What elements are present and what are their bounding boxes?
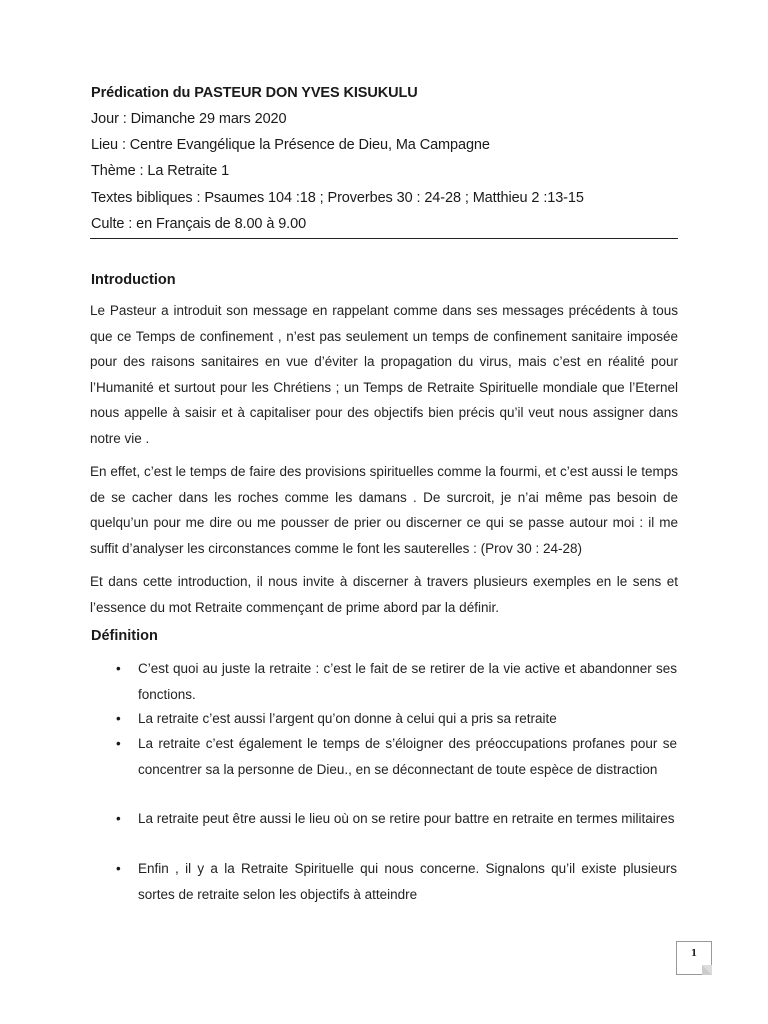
- bullet-icon: •: [116, 811, 121, 826]
- page-curl-icon: [702, 965, 712, 975]
- sermon-bible-texts: Textes bibliques : Psaumes 104 :18 ; Proverbes 30 : 24-28 ; Matthieu 2 :13-15: [91, 190, 584, 206]
- sermon-date: Jour : Dimanche 29 mars 2020: [91, 111, 287, 127]
- document-header: [90, 82, 678, 239]
- sermon-title: Prédication du PASTEUR DON YVES KISUKULU: [91, 85, 418, 101]
- introduction-paragraph-2: En effet, c’est le temps de faire des provisions spirituelles comme la fourmi, et c’est aussi le temps de se cacher dans les roches comme les damans . De surcroit, je n’ai même pas besoin de quelqu’un pour me dire ou me pousser de prier ou discerner ce qui se passe autour moi : il me suffit d’analyser les circonstances comme le font les sauterelles : (Prov 30 : 24-28): [90, 464, 678, 556]
- page-number-box: [676, 941, 712, 975]
- bullet-icon: •: [116, 861, 121, 876]
- introduction-paragraph-3: Et dans cette introduction, il nous invite à discerner à travers plusieurs exemples en le sens et l’essence du mot Retraite commençant de prime abord par la définir.: [90, 574, 678, 615]
- sermon-location: Lieu : Centre Evangélique la Présence de Dieu, Ma Campagne: [91, 137, 490, 153]
- bullet-icon: •: [116, 736, 121, 751]
- list-item-text: La retraite c’est également le temps de s’éloigner des préoccupations profanes pour se concentrer sa la personne de Dieu., en se déconnectant de toute espèce de distraction: [138, 736, 677, 777]
- list-item-text: Enfin , il y a la Retraite Spirituelle qui nous concerne. Signalons qu’il existe plusieurs sortes de retraite selon les objectifs à atteindre: [138, 861, 677, 902]
- list-item-text: La retraite c’est aussi l’argent qu’on donne à celui qui a pris sa retraite: [138, 711, 557, 726]
- introduction-heading: Introduction: [91, 272, 176, 288]
- definition-heading: Définition: [91, 628, 158, 644]
- bullet-icon: •: [116, 711, 121, 726]
- introduction-paragraph-1: Le Pasteur a introduit son message en rappelant comme dans ses messages précédents à tous que ce Temps de confinement , n’est pas seulement un temps de confinement sanitaire imposée pour des raisons sanitaires en vue d’éviter la propagation du virus, mais c’est en réalité pour l’Humanité et surtout pour les Chrétiens ; un Temps de Retraite Spirituelle mondiale que l’Eternel nous appelle à saisir et à capitaliser pour des objectifs bien précis qu’il veut nous assigner dans notre vie .: [90, 303, 678, 446]
- sermon-service-time: Culte : en Français de 8.00 à 9.00: [91, 216, 307, 232]
- list-item-text: C’est quoi au juste la retraite : c’est le fait de se retirer de la vie active et abandonner ses fonctions.: [138, 661, 677, 702]
- bullet-icon: •: [116, 661, 121, 676]
- page-number: 1: [690, 949, 698, 959]
- list-item-text: La retraite peut être aussi le lieu où on se retire pour battre en retraite en termes militaires: [138, 811, 675, 826]
- sermon-theme: Thème : La Retraite 1: [91, 163, 230, 179]
